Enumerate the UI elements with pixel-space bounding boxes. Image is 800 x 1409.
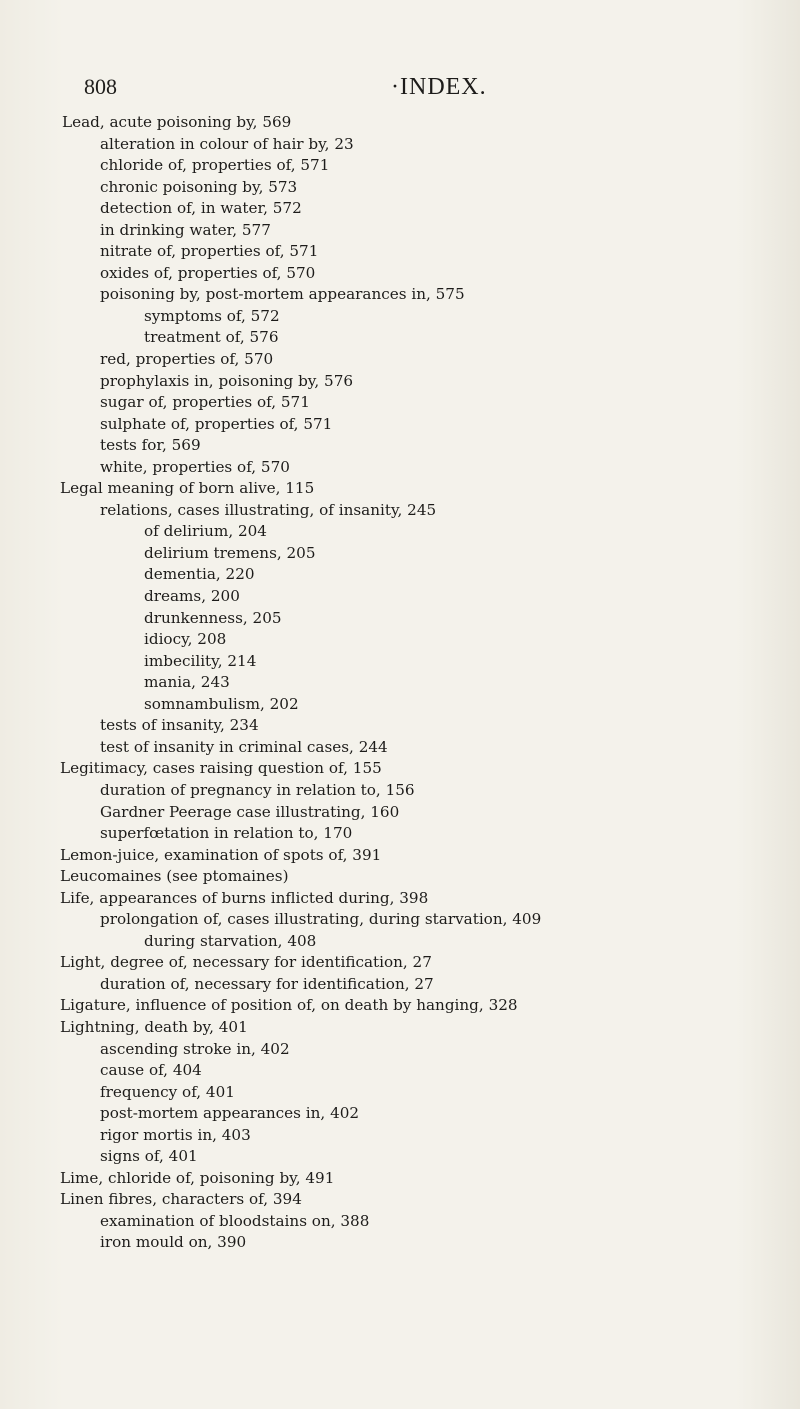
- index-subentry: mania, 243: [144, 673, 230, 692]
- index-subentry: prophylaxis in, poisoning by, 576: [100, 371, 354, 390]
- index-subentry: ascending stroke in, 402: [100, 1039, 290, 1058]
- index-subentry: Gardner Peerage case illustrating, 160: [100, 802, 400, 821]
- index-subentry: signs of, 401: [100, 1147, 198, 1166]
- index-subentry: during starvation, 408: [144, 931, 317, 950]
- index-subentry: post-mortem appearances in, 402: [100, 1104, 360, 1123]
- index-subentry: dementia, 220: [144, 565, 255, 584]
- index-subentry: detection of, in water, 572: [100, 199, 302, 218]
- index-headword: Light, degree of, necessary for identification, 27: [60, 953, 432, 972]
- index-headword: Lime, chloride of, poisoning by, 491: [60, 1168, 335, 1187]
- index-subentry: oxides of, properties of, 570: [100, 263, 316, 282]
- index-subentry: prolongation of, cases illustrating, during starvation, 409: [100, 910, 542, 929]
- index-subentry: duration of pregnancy in relation to, 156: [100, 780, 415, 799]
- index-subentry: poisoning by, post-mortem appearances in, 575: [100, 285, 465, 304]
- index-subentry: drunkenness, 205: [144, 608, 282, 627]
- page-number: 808: [84, 74, 117, 99]
- index-subentry: white, properties of, 570: [100, 457, 290, 476]
- index-subentry: examination of bloodstains on, 388: [100, 1211, 370, 1230]
- index-subentry: somnambulism, 202: [144, 694, 299, 713]
- index-headword: Lightning, death by, 401: [60, 1017, 248, 1036]
- index-subentry: relations, cases illustrating, of insanity, 245: [100, 500, 437, 519]
- index-subentry: sulphate of, properties of, 571: [100, 414, 333, 433]
- index-subentry: of delirium, 204: [144, 522, 267, 541]
- page-header: [84, 74, 504, 104]
- index-subentry: Lead, acute poisoning by, 569: [62, 113, 292, 131]
- index-subentry: chronic poisoning by, 573: [100, 177, 298, 196]
- index-subentry: rigor mortis in, 403: [100, 1125, 251, 1144]
- index-subentry: superfœtation in relation to, 170: [100, 824, 353, 843]
- index-subentry: duration of, necessary for identification, 27: [100, 974, 434, 993]
- index-subentry: chloride of, properties of, 571: [100, 156, 330, 175]
- index-subentry: nitrate of, properties of, 571: [100, 242, 319, 261]
- index-headword: Life, appearances of burns inflicted during, 398: [60, 888, 429, 907]
- index-subentry: in drinking water, 577: [100, 220, 271, 239]
- index-subentry: treatment of, 576: [144, 328, 279, 347]
- index-entries: [60, 112, 780, 1254]
- index-subentry: frequency of, 401: [100, 1082, 235, 1101]
- index-subentry: test of insanity in criminal cases, 244: [100, 737, 388, 756]
- index-subentry: tests of insanity, 234: [100, 716, 259, 735]
- index-headword: Legal meaning of born alive, 115: [60, 479, 315, 498]
- index-subentry: dreams, 200: [144, 587, 240, 606]
- index-subentry: alteration in colour of hair by, 23: [100, 134, 354, 153]
- index-headword: Lemon-juice, examination of spots of, 391: [60, 845, 382, 864]
- index-headword: Leucomaines (see ptomaines): [60, 867, 289, 886]
- index-subentry: cause of, 404: [100, 1061, 202, 1080]
- index-subentry: symptoms of, 572: [144, 306, 280, 325]
- index-subentry: tests for, 569: [100, 436, 201, 455]
- index-subentry: sugar of, properties of, 571: [100, 393, 310, 412]
- index-subentry: red, properties of, 570: [100, 350, 274, 369]
- index-headword: Legitimacy, cases raising question of, 155: [60, 759, 382, 778]
- running-head-title: ·INDEX.: [391, 74, 487, 100]
- index-subentry: imbecility, 214: [144, 651, 257, 670]
- index-headword: Linen fibres, characters of, 394: [60, 1190, 302, 1209]
- index-headword: Ligature, influence of position of, on death by hanging, 328: [60, 996, 518, 1015]
- index-subentry: iron mould on, 390: [100, 1233, 247, 1252]
- index-subentry: delirium tremens, 205: [144, 543, 316, 562]
- index-subentry: idiocy, 208: [144, 630, 227, 649]
